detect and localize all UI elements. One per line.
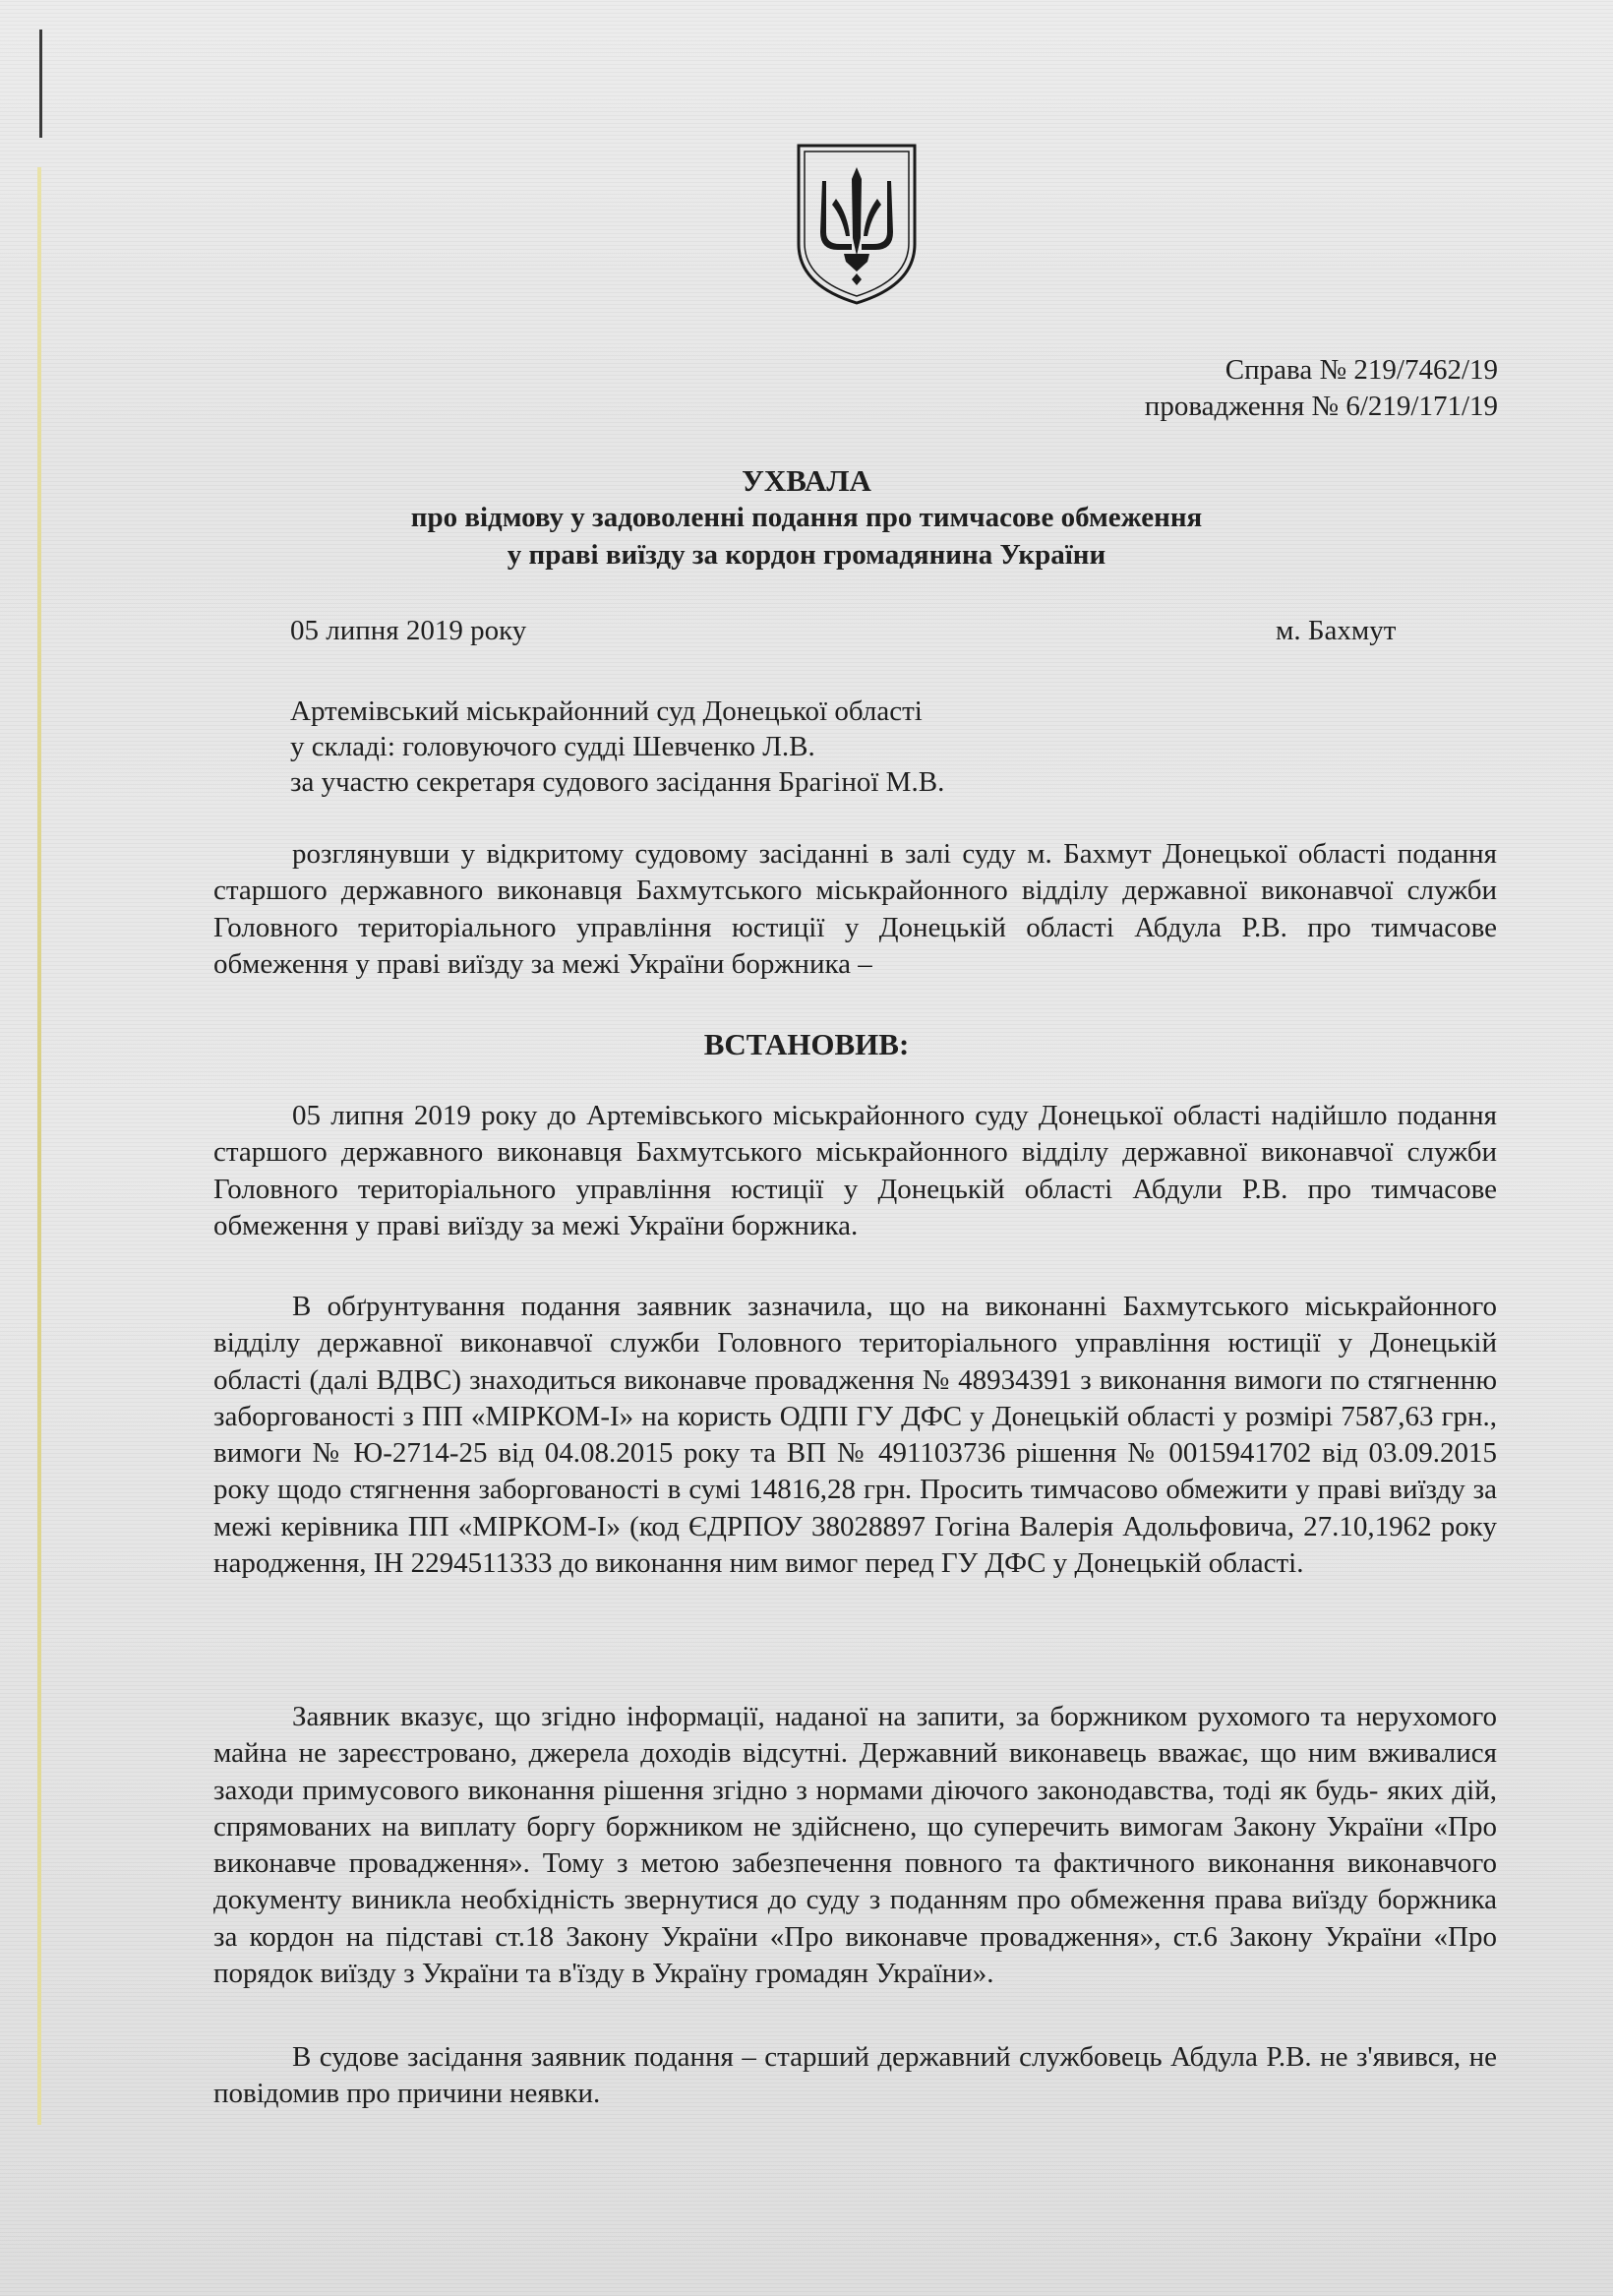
paragraph-1-text: 05 липня 2019 року до Артемівського міськрайонного суду Донецької області надійшло подання старшого державного виконавця Бахмутського міськрайонного відділу державної виконавчої служби Головного територіального управління юстиції у Донецькій області Абдули Р.В. про тимчасове обмеження у праві виїзду за межі України боржника.	[213, 1100, 1497, 1241]
document-title: УХВАЛА	[742, 463, 871, 498]
document-subtitle-line2: у праві виїзду за кордон громадянина України	[507, 539, 1106, 571]
court-composition	[290, 694, 944, 800]
intro-paragraph-text: розглянувши у відкритому судовому засіданні в залі суду м. Бахмут Донецької області подання старшого державного виконавця Бахмутського міськрайонного відділу державної виконавчої служби Головного територіального управління юстиції у Донецькій області Абдула Р.В. про тимчасове обмеження у праві виїзду за межі України боржника –	[213, 838, 1497, 980]
paragraph-3	[213, 1699, 1497, 1992]
court-secretary: за участю секретаря судового засідання Брагіної М.В.	[290, 766, 945, 798]
intro-paragraph	[213, 836, 1497, 983]
paragraph-1	[213, 1098, 1497, 1244]
presiding-judge: у складі: головуючого судді Шевченко Л.В.	[290, 731, 815, 762]
decision-city: м. Бахмут	[1276, 615, 1397, 646]
paragraph-4	[213, 2039, 1497, 2113]
paragraph-2-text: В обґрунтування подання заявник зазначила, що на виконанні Бахмутського міськрайонного відділу державної виконавчої служби Головного територіального управління юстиції у Донецькій області (далі ВДВС) знаходиться виконавче провадження № 48934391 з виконання вимоги по стягненню заборгованості з ПП «МІРКОМ-І» на користь ОДПІ ГУ ДФС у Донецькій області у розмірі 7587,63 грн., вимоги № Ю-2714-25 від 04.08.2015 року та ВП № 491103736 рішення № 0015941702 від 03.09.2015 року щодо стягнення заборгованості в сумі 14816,28 грн. Просить тимчасово обмежити у праві виїзду за межі керівника ПП «МІРКОМ-І» (код ЄДРПОУ 38028897 Гогіна Валерія Адольфовича, 27.10,1962 року народження, ІН 2294511333 до виконання ним вимог перед ГУ ДФС у Донецькій області.	[213, 1291, 1497, 1580]
document-subtitle-line1: про відмову у задоволенні подання про тимчасове обмеження	[410, 502, 1203, 533]
paragraph-2	[213, 1289, 1497, 1582]
paragraph-4-text: В судове засідання заявник подання – старший державний службовець Абдула Р.В. не з'явився, не повідомив про причини неявки.	[213, 2041, 1497, 2110]
case-number: Справа № 219/7462/19	[1225, 354, 1498, 386]
binding-thread	[37, 167, 41, 2125]
decision-date: 05 липня 2019 року	[290, 615, 527, 646]
court-name: Артемівський міськрайонний суд Донецької області	[290, 695, 923, 727]
section-heading: ВСТАНОВИВ:	[703, 1027, 910, 1061]
ukraine-trident-coat-of-arms-icon	[793, 142, 921, 307]
margin-mark	[39, 30, 42, 138]
proceeding-number: провадження № 6/219/171/19	[1144, 391, 1498, 422]
paragraph-3-text: Заявник вказує, що згідно інформації, наданої на запити, за боржником рухомого та нерухомого майна не зареєстровано, джерела доходів відсутні. Державний виконавець вважає, що ним вживалися заходи примусового виконання рішення згідно з нормами діючого законодавства, тоді як будь- яких дій, спрямованих на виплату боргу боржником не здійснено, що суперечить вимогам Закону України «Про виконавче провадження». Тому з метою забезпечення повного та фактичного виконання виконавчого документу виникла необхідність звернутися до суду з поданням про обмеження права виїзду боржника за кордон на підставі ст.18 Закону України «Про виконавче провадження», ст.6 Закону України «Про порядок виїзду з України та в'їзду в Україну громадян України».	[213, 1701, 1497, 1990]
